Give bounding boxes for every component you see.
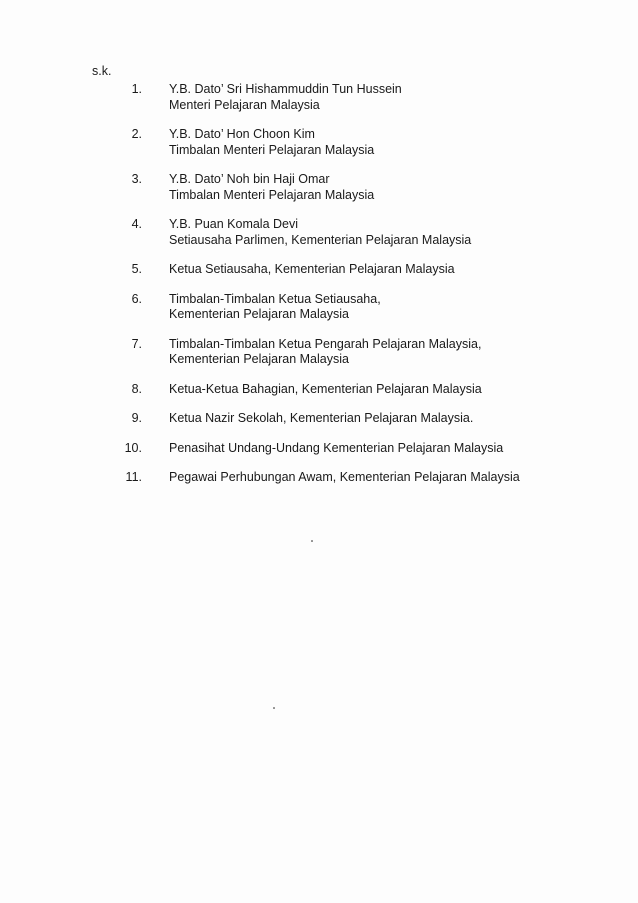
item-text: [169, 217, 609, 248]
item-number: 6.: [131, 291, 142, 306]
item-text-line: Y.B. Dato’ Sri Hishammuddin Tun Hussein: [169, 82, 402, 96]
item-number: 1.: [131, 82, 142, 96]
item-text: [169, 82, 609, 113]
list-item: [0, 217, 638, 248]
item-number: 11.: [125, 470, 142, 484]
scan-speck: [273, 707, 275, 709]
item-text-line: Y.B. Puan Komala Devi: [169, 217, 299, 231]
item-text-line: Timbalan Menteri Pelajaran Malaysia: [169, 142, 375, 157]
item-number: 9.: [131, 411, 142, 425]
recipient-list: [0, 82, 638, 486]
scan-speck: [311, 540, 313, 542]
list-item: [0, 82, 638, 113]
item-text-line: Timbalan Menteri Pelajaran Malaysia: [169, 187, 375, 202]
item-text: [169, 441, 609, 457]
item-text-line: Y.B. Dato’ Noh bin Haji Omar: [169, 172, 330, 186]
item-text-line: Penasihat Undang-Undang Kementerian Pelajaran Malaysia: [169, 440, 504, 455]
item-number: 7.: [131, 336, 142, 351]
list-item: [0, 292, 638, 323]
item-text-line: Ketua-Ketua Bahagian, Kementerian Pelajaran Malaysia: [169, 381, 482, 396]
list-item: [0, 127, 638, 158]
item-text-line: Ketua Nazir Sekolah, Kementerian Pelajaran Malaysia.: [169, 411, 474, 425]
sk-label: s.k.: [92, 64, 112, 78]
list-item: [0, 441, 638, 457]
item-number: 5.: [131, 262, 142, 276]
item-text-line: Y.B. Dato’ Hon Choon Kim: [169, 127, 315, 141]
item-number: 2.: [131, 127, 142, 141]
item-number: 3.: [131, 172, 142, 186]
list-item: [0, 172, 638, 203]
item-text: [169, 172, 609, 203]
item-text: [169, 127, 609, 158]
item-text-line: Timbalan-Timbalan Ketua Pengarah Pelajaran Malaysia,: [169, 336, 482, 351]
list-item: [0, 470, 638, 486]
item-number: 8.: [131, 381, 142, 396]
item-text-line: Menteri Pelajaran Malaysia: [169, 97, 320, 112]
item-text-line: Timbalan-Timbalan Ketua Setiausaha,: [169, 291, 381, 306]
item-number: 10.: [124, 440, 142, 455]
list-item: [0, 382, 638, 398]
list-item: [0, 337, 638, 368]
item-text-line: Pegawai Perhubungan Awam, Kementerian Pelajaran Malaysia: [169, 470, 520, 484]
item-text: [169, 292, 609, 323]
list-item: [0, 262, 638, 278]
item-text: [169, 411, 609, 427]
item-text: [169, 262, 609, 278]
item-text: [169, 337, 609, 368]
item-text-line: Ketua Setiausaha, Kementerian Pelajaran Malaysia: [169, 262, 455, 276]
item-text-line: Kementerian Pelajaran Malaysia: [169, 352, 349, 366]
item-text: [169, 382, 609, 398]
item-text-line: Kementerian Pelajaran Malaysia: [169, 307, 349, 321]
list-item: [0, 411, 638, 427]
item-text-line: Setiausaha Parlimen, Kementerian Pelajaran Malaysia: [169, 232, 472, 247]
item-text: [169, 470, 609, 486]
item-number: 4.: [131, 217, 142, 231]
